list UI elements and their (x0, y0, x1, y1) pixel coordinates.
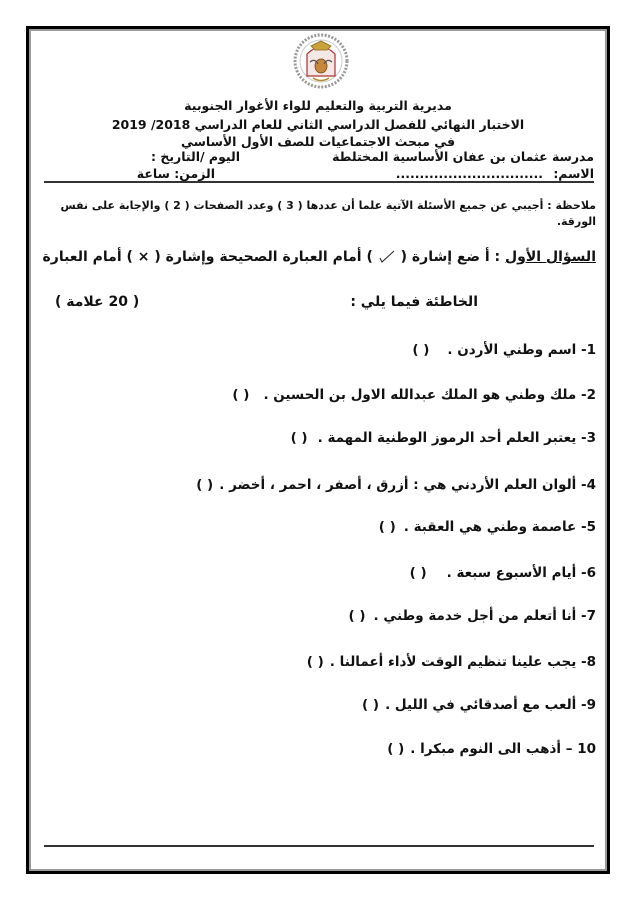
answer-blank[interactable]: ( ) (290, 430, 308, 446)
question-item (410, 565, 596, 581)
question-item (232, 387, 596, 403)
answer-blank[interactable]: ( ) (348, 608, 366, 624)
question-item (196, 477, 596, 493)
answer-blank[interactable]: ( ) (362, 697, 380, 713)
answer-blank[interactable]: ( ) (196, 477, 214, 493)
answer-blank[interactable]: ( ) (409, 565, 427, 581)
time-label: الزمن: ساعة (136, 166, 215, 181)
question-item (348, 608, 596, 624)
exam-title: الاختبار النهائي للفصل الدراسي الثاني للعام الدراسي 2018/ 2019 (111, 117, 525, 132)
instruction-part-b: ) أمام العبارة الصحيحة وإشارة ( × ) أمام العبارة (42, 249, 373, 265)
answer-blank[interactable]: ( ) (232, 387, 250, 403)
day-date-label: اليوم /التاريخ : (150, 149, 240, 164)
answer-blank[interactable]: ( ) (306, 654, 324, 670)
item-text: 6- أيام الأسبوع سبعة . (446, 565, 596, 581)
note-line-2: الورقة. (556, 215, 596, 228)
answer-blank[interactable]: ( ) (412, 342, 430, 358)
school-name: مدرسة عثمان بن عفان الأساسية المختلطة (332, 149, 594, 164)
question-item (307, 654, 596, 670)
item-text: 9- ألعب مع أصدقائي في الليل . (385, 697, 596, 713)
question-1-instruction (43, 249, 597, 265)
name-label: الاسم: (553, 166, 594, 181)
question-item (291, 430, 596, 446)
item-text: 7- أنا أتعلم من أجل خدمة وطني . (373, 608, 596, 624)
name-dots: ............................... (395, 166, 543, 181)
question-item (412, 342, 596, 358)
answer-blank[interactable]: ( ) (387, 741, 405, 757)
answer-blank[interactable]: ( ) (378, 519, 396, 535)
header-divider (44, 181, 594, 183)
item-text: 1- اسم وطني الأردن . (447, 342, 596, 358)
instruction-part-a: : أ ضع إشارة ( (400, 249, 506, 265)
item-text: 3- يعتبر العلم أحد الرموز الوطنية المهمة . (317, 430, 596, 446)
item-text: 5- عاصمة وطني هي العقبة . (403, 519, 596, 535)
question-1-marks: ( 20 علامة ) (55, 294, 140, 310)
question-1-title: السؤال الأول (505, 249, 596, 265)
ministry-crest-logo (293, 32, 349, 90)
question-item (379, 519, 596, 535)
question-1-instruction-line2: الخاطئة فيما يلي : (350, 294, 478, 310)
question-item (387, 741, 596, 757)
question-item (362, 697, 596, 713)
name-field[interactable] (396, 166, 594, 181)
subject-line: في مبحث الاجتماعيات للصف الأول الأساسي (180, 134, 456, 149)
footer-divider (44, 845, 594, 847)
item-text: 8- يجب علينا تنظيم الوقت لأداء أعمالنا . (329, 654, 596, 670)
directorate-title: مديرية التربية والتعليم للواء الأغوار الجنوبية (184, 98, 452, 113)
item-text: 2- ملك وطني هو الملك عبدالله الاول بن الحسين . (263, 387, 596, 403)
checkmark-icon (378, 250, 396, 264)
item-text: 4- ألوان العلم الأردني هي : أزرق ، أصفر ، احمر ، أخضر . (219, 477, 596, 493)
note-line-1: ملاحظة : أجيبي عن جميع الأسئلة الآتية علما أن عددها ( 3 ) وعدد الصفحات ( 2 ) والإجابة على نفس (60, 199, 596, 212)
item-text: 10 – أذهب الى النوم مبكرا . (410, 741, 596, 757)
